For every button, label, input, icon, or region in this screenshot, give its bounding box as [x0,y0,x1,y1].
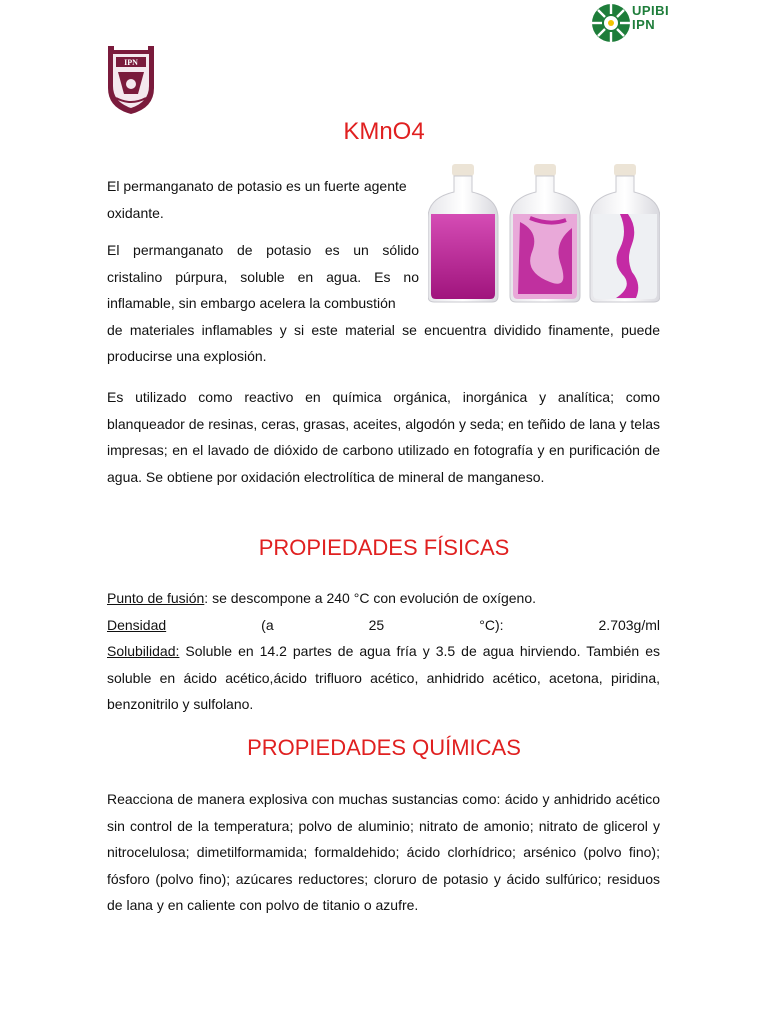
solubility-line [107,638,660,718]
melting-point-text [107,585,536,612]
physical-properties-heading: PROPIEDADES FÍSICAS [258,535,510,560]
density-line [107,612,660,639]
density-label: Densidad [107,616,167,633]
upibi-wordmark [632,4,669,32]
solubility-label: Solubilidad: [107,643,180,659]
intro-paragraph-3: Es utilizado como reactivo en química orgánica, inorgánica y analítica; como blanqueador de resinas, ceras, grasas, aceites, algodón y seda; en teñido de lana y telas impresas; en el lavado de dióxido de carbono utilizado en fotografía y en purificación de agua. Se obtiene por oxidación electrolítica de mineral de manganeso. [107,389,660,485]
flask-3 [590,164,660,302]
intro-paragraph-2-rest: de materiales inflamables y si este material se encuentra dividido finamente, puede producirse una explosión. [107,321,660,364]
intro-paragraph-1: El permanganato de potasio es un fuerte agente oxidante. [107,178,407,221]
melting-point-label: Punto de fusión [107,590,205,606]
density-value: 2.703g/ml [598,616,660,633]
melting-point-value: : se descompone a 240 °C con evolución de oxígeno. [204,590,537,606]
permanganate-flasks-image [428,162,660,308]
upibi-logo [590,0,686,46]
flask-1 [428,164,498,302]
upibi-circle-logo-icon [590,0,632,46]
page-title: KMnO4 [343,118,425,145]
solubility-text: Soluble en 14.2 partes de agua fría y 3.5 de agua hirviendo. También es soluble en ácido acético,ácido trifluoro acético, anhidrido acético, acetona, piridina, benzonitrilo y sulfolano. [107,643,660,712]
density-part-1: (a [261,616,274,633]
melting-point-line [107,585,660,612]
flask-2 [510,164,580,302]
svg-text:IPN: IPN [124,58,138,67]
chemical-properties-paragraph: Reacciona de manera explosiva con muchas sustancias como: ácido y anhidrido acético sin control de la temperatura; polvo de aluminio; nitrato de amonio; nitrato de glicerol y nitrocelulosa; dimetilformamida; formaldehido; ácido clorhídrico; arsénico (polvo fino); fósforo (polvo fino); azúcares reductores; cloruro de potasio y ácido sulfúrico; residuos de lana y en caliente con polvo de titanio o azufre. [107,791,660,913]
physical-properties-block [107,585,660,718]
density-part-3: °C): [479,616,504,633]
ipn-shield-logo-icon [104,44,158,116]
intro-paragraph-2-narrow: El permanganato de potasio es un sólido cristalino púrpura, soluble en agua. Es no inflamable, sin embargo acelera la combustión [107,242,419,311]
density-part-2: 25 [368,616,385,633]
upibi-line2: IPN [632,17,656,32]
chemical-properties-heading: PROPIEDADES QUÍMICAS [247,735,521,760]
upibi-line1: UPIBI [632,3,670,18]
